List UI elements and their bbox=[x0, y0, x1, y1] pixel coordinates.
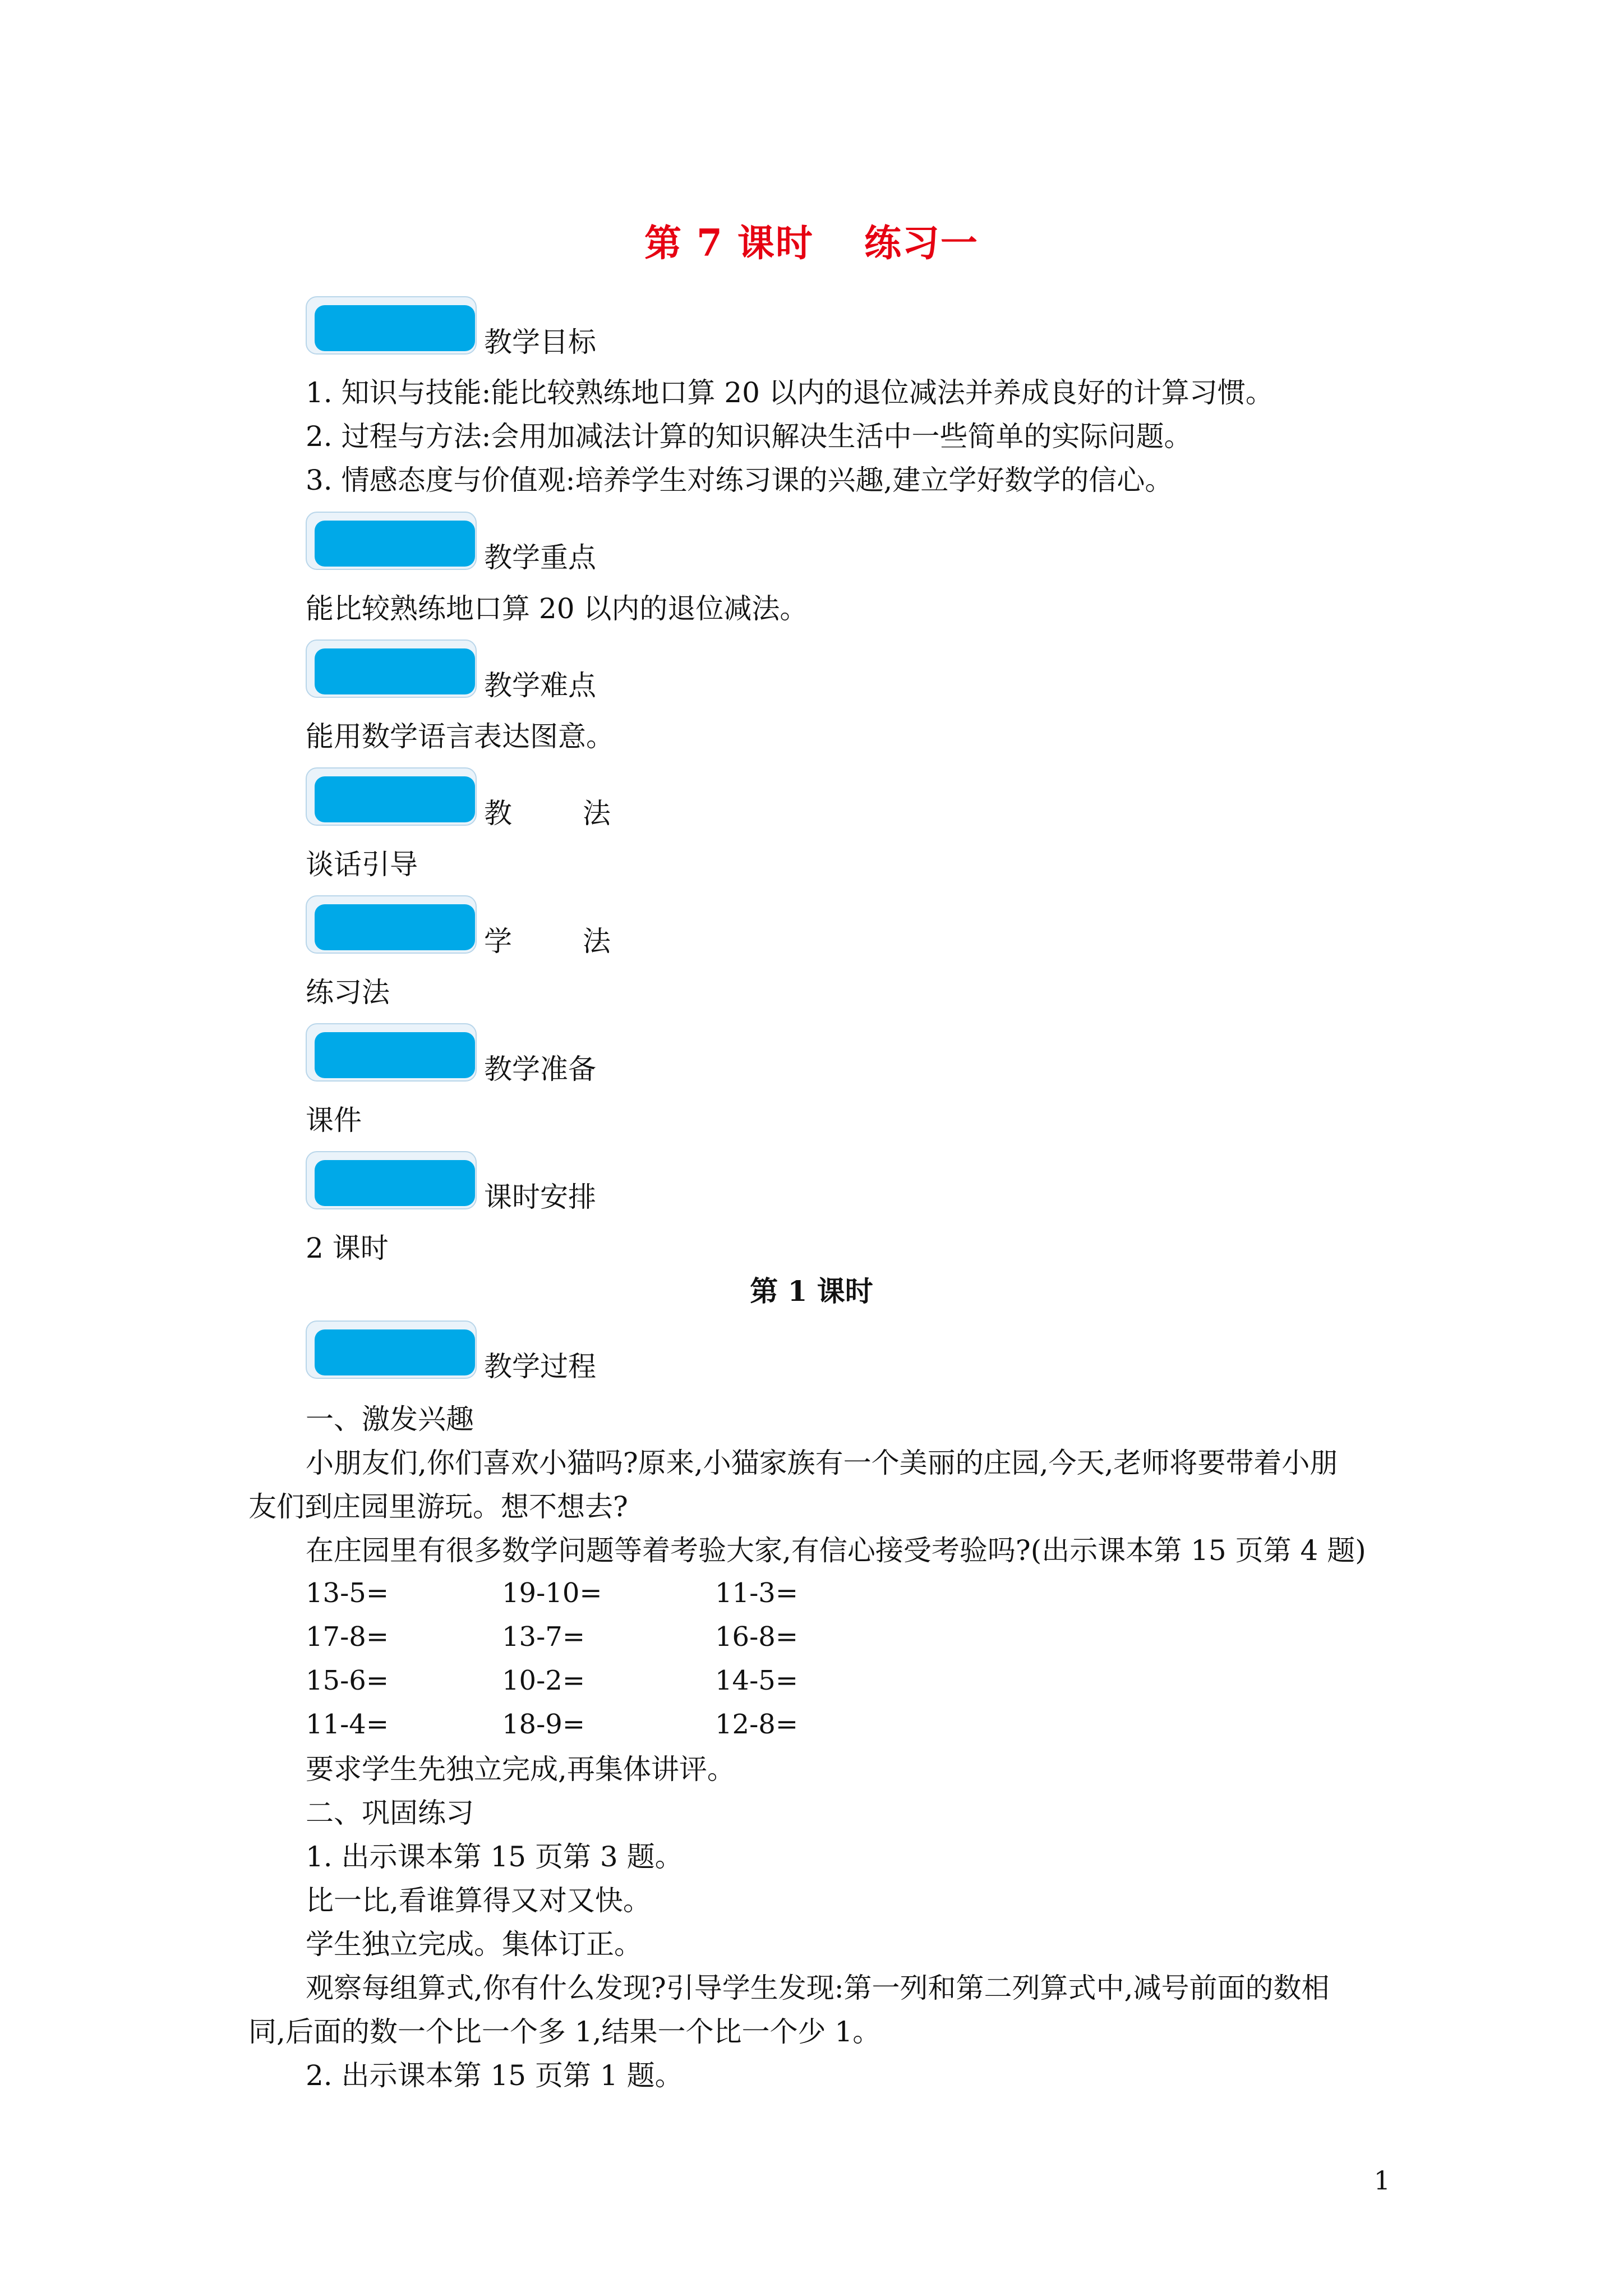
section-badge bbox=[306, 895, 477, 954]
section-badge bbox=[306, 296, 477, 355]
equation: 14-5= bbox=[715, 1665, 799, 1696]
section-teach-method-header bbox=[306, 767, 810, 829]
equation: 16-8= bbox=[715, 1621, 799, 1653]
equation: 19-10= bbox=[502, 1577, 602, 1609]
learn-method-text: 练习法 bbox=[306, 976, 390, 1009]
section-label: 教学目标 bbox=[484, 326, 596, 358]
paragraph-line: 学生独立完成。集体订正。 bbox=[306, 1928, 642, 1961]
difficulty-text: 能用数学语言表达图意。 bbox=[306, 720, 614, 753]
section-schedule-header bbox=[306, 1151, 810, 1213]
paragraph-line: 在庄园里有很多数学问题等着考验大家,有信心接受考验吗?(出示课本第 15 页第 4 题) bbox=[306, 1534, 1366, 1567]
equation: 12-8= bbox=[715, 1709, 799, 1740]
page-title: 第 7 课时 练习一 bbox=[644, 221, 979, 265]
section-learn-method-header bbox=[306, 895, 810, 957]
equation: 18-9= bbox=[502, 1709, 585, 1740]
section-badge bbox=[306, 512, 477, 570]
equation: 11-3= bbox=[715, 1577, 799, 1609]
section-label: 学 法 bbox=[484, 925, 611, 958]
equation: 13-7= bbox=[502, 1621, 585, 1653]
paragraph-line: 友们到庄园里游玩。想不想去? bbox=[248, 1490, 628, 1523]
goal-1: 1. 知识与技能:能比较熟练地口算 20 以内的退位减法并养成良好的计算习惯。 bbox=[306, 376, 1274, 409]
paragraph-line: 小朋友们,你们喜欢小猫吗?原来,小猫家族有一个美丽的庄园,今天,老师将要带着小朋 bbox=[306, 1447, 1338, 1479]
section-label: 教学难点 bbox=[484, 669, 596, 702]
goal-2: 2. 过程与方法:会用加减法计算的知识解决生活中一些简单的实际问题。 bbox=[306, 420, 1192, 453]
equation: 13-5= bbox=[306, 1577, 389, 1609]
page-number: 1 bbox=[1373, 2165, 1390, 2196]
section-key-header bbox=[306, 512, 810, 573]
section-difficulty-header bbox=[306, 639, 810, 701]
list-item: 1. 出示课本第 15 页第 3 题。 bbox=[306, 1841, 683, 1873]
section-label: 教学准备 bbox=[484, 1053, 596, 1085]
equation: 15-6= bbox=[306, 1665, 389, 1696]
section-badge bbox=[306, 1151, 477, 1209]
key-text: 能比较熟练地口算 20 以内的退位减法。 bbox=[306, 592, 808, 625]
section-badge bbox=[306, 639, 477, 698]
paragraph-line: 比一比,看谁算得又对又快。 bbox=[306, 1884, 651, 1917]
section-badge bbox=[306, 1320, 477, 1379]
section-prep-header bbox=[306, 1023, 810, 1085]
section-badge bbox=[306, 767, 477, 826]
list-item: 2. 出示课本第 15 页第 1 题。 bbox=[306, 2059, 683, 2092]
prep-text: 课件 bbox=[306, 1104, 362, 1137]
teach-method-text: 谈话引导 bbox=[306, 848, 418, 881]
equation: 10-2= bbox=[502, 1665, 585, 1696]
part2-heading: 二、巩固练习 bbox=[306, 1797, 474, 1829]
goal-3: 3. 情感态度与价值观:培养学生对练习课的兴趣,建立学好数学的信心。 bbox=[306, 464, 1173, 496]
part1-heading: 一、激发兴趣 bbox=[306, 1403, 474, 1435]
paragraph-line: 观察每组算式,你有什么发现?引导学生发现:第一列和第二列算式中,减号前面的数相 bbox=[306, 1972, 1330, 2004]
lesson-subtitle: 第 1 课时 bbox=[750, 1274, 873, 1308]
equation: 11-4= bbox=[306, 1709, 389, 1740]
section-goals-header bbox=[306, 296, 810, 358]
section-process-header bbox=[306, 1320, 810, 1382]
section-label: 教学重点 bbox=[484, 541, 596, 574]
schedule-text: 2 课时 bbox=[306, 1232, 389, 1264]
paragraph-line: 同,后面的数一个比一个多 1,结果一个比一个少 1。 bbox=[248, 2016, 881, 2048]
equation: 17-8= bbox=[306, 1621, 389, 1653]
section-label: 教 法 bbox=[484, 797, 611, 830]
paragraph-line: 要求学生先独立完成,再集体讲评。 bbox=[306, 1753, 735, 1786]
section-badge bbox=[306, 1023, 477, 1082]
section-label: 课时安排 bbox=[484, 1181, 596, 1213]
section-label: 教学过程 bbox=[484, 1350, 596, 1383]
